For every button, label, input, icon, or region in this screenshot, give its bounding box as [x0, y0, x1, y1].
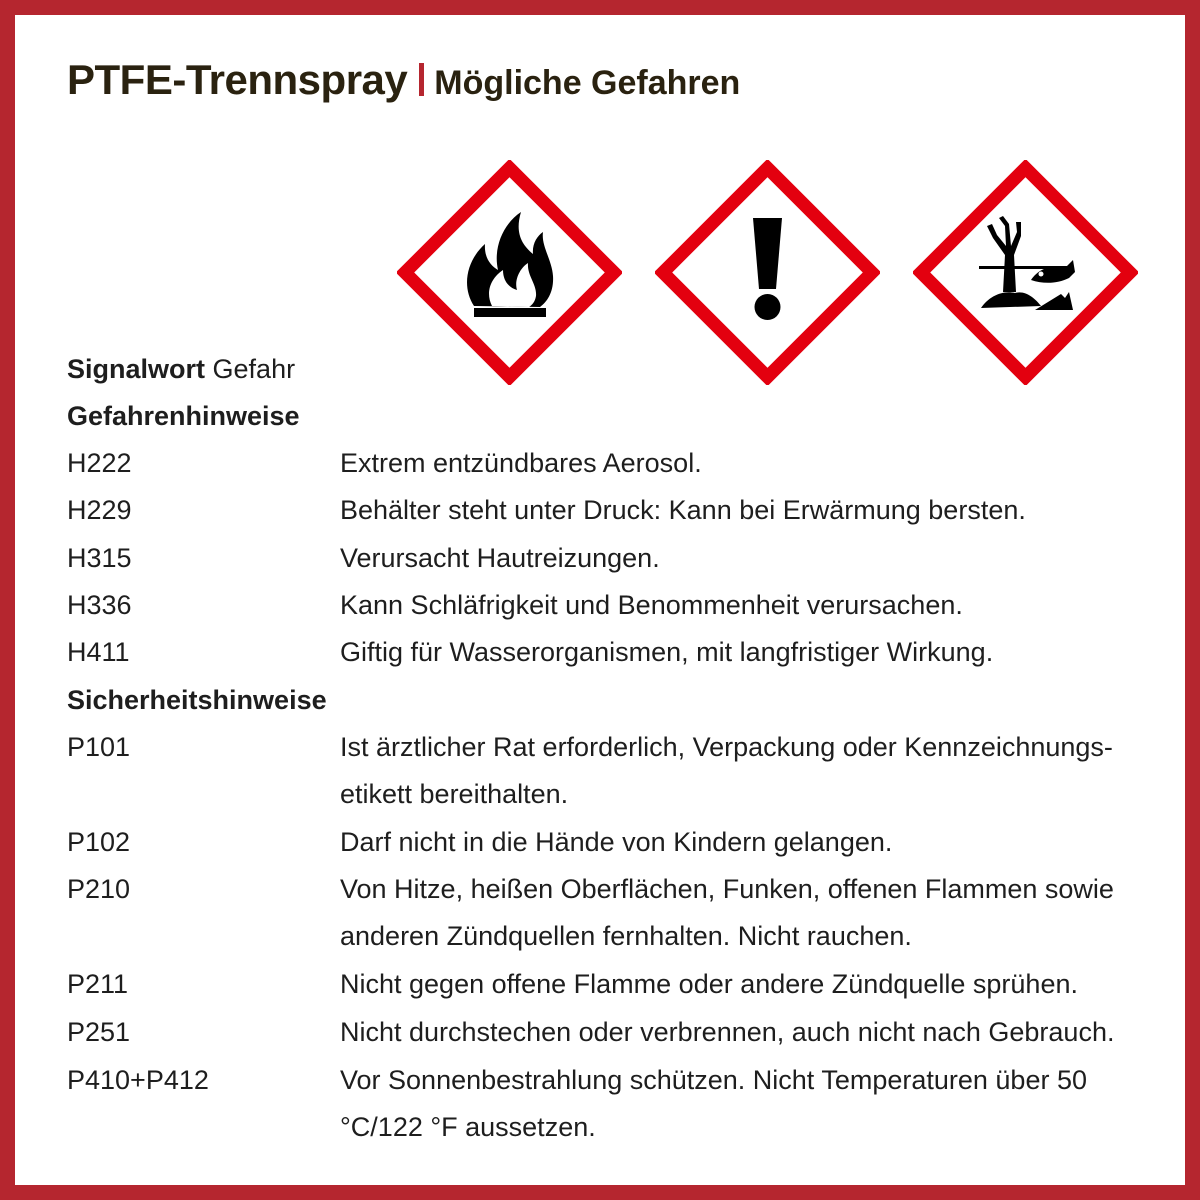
- signal-word: [67, 346, 295, 393]
- hazard-code: H336: [67, 590, 132, 620]
- hazard-code: H315: [67, 543, 132, 573]
- precautionary-code: P102: [67, 827, 131, 857]
- precautionary-text: Nicht durchstechen oder verbrennen, auch nicht nach Gebrauch.: [340, 1017, 1115, 1047]
- product-name: PTFE-Trennspray: [67, 56, 408, 103]
- precautionary-text: Von Hitze, heißen Oberflächen, Funken, offenen Flammen sowie anderen Zündquellen fernhalten. Nicht rauchen.: [340, 874, 1114, 951]
- signal-word-label: Signalwort: [67, 354, 206, 384]
- precautionary-code: P410+P412: [67, 1065, 209, 1095]
- precautionary-text: Vor Sonnenbestrahlung schützen. Nicht Temperaturen über 50 °C/122 °F aussetzen.: [340, 1065, 1087, 1142]
- hazard-statements-heading: Gefahrenhinweise: [67, 401, 300, 431]
- precautionary-code: P251: [67, 1017, 131, 1047]
- signal-word-value: Gefahr: [212, 354, 296, 384]
- precautionary-code: P210: [67, 874, 131, 904]
- hazard-code: H229: [67, 495, 132, 525]
- precautionary-code: P211: [67, 969, 129, 999]
- hazard-code: H222: [67, 448, 132, 478]
- precautionary-text: Nicht gegen offene Flamme oder andere Zündquelle sprühen.: [340, 969, 1078, 999]
- hazard-text: Behälter steht unter Druck: Kann bei Erwärmung bersten.: [340, 495, 1026, 525]
- exclamation-mark-icon: [655, 160, 880, 385]
- hazard-code: H411: [67, 637, 130, 667]
- flame-icon: [397, 160, 622, 385]
- hazard-text: Giftig für Wasserorganismen, mit langfristiger Wirkung.: [340, 637, 994, 667]
- hazard-text: Extrem entzündbares Aerosol.: [340, 448, 702, 478]
- precautionary-statements-heading: Sicherheitshinweise: [67, 685, 327, 715]
- precautionary-text: Darf nicht in die Hände von Kindern gelangen.: [340, 827, 893, 857]
- precautionary-text: Ist ärztlicher Rat erforderlich, Verpackung oder Kennzeichnungs-etikett bereithalten.: [340, 732, 1113, 809]
- hazard-text: Kann Schläfrigkeit und Benommenheit verursachen.: [340, 590, 963, 620]
- title-separator: [419, 63, 424, 96]
- page-title: [67, 56, 741, 103]
- environment-icon: [913, 160, 1138, 385]
- hazard-pictograms: [397, 160, 1139, 385]
- precautionary-code: P101: [67, 732, 131, 762]
- page-subtitle: Mögliche Gefahren: [434, 64, 741, 102]
- hazard-text: Verursacht Hautreizungen.: [340, 543, 660, 573]
